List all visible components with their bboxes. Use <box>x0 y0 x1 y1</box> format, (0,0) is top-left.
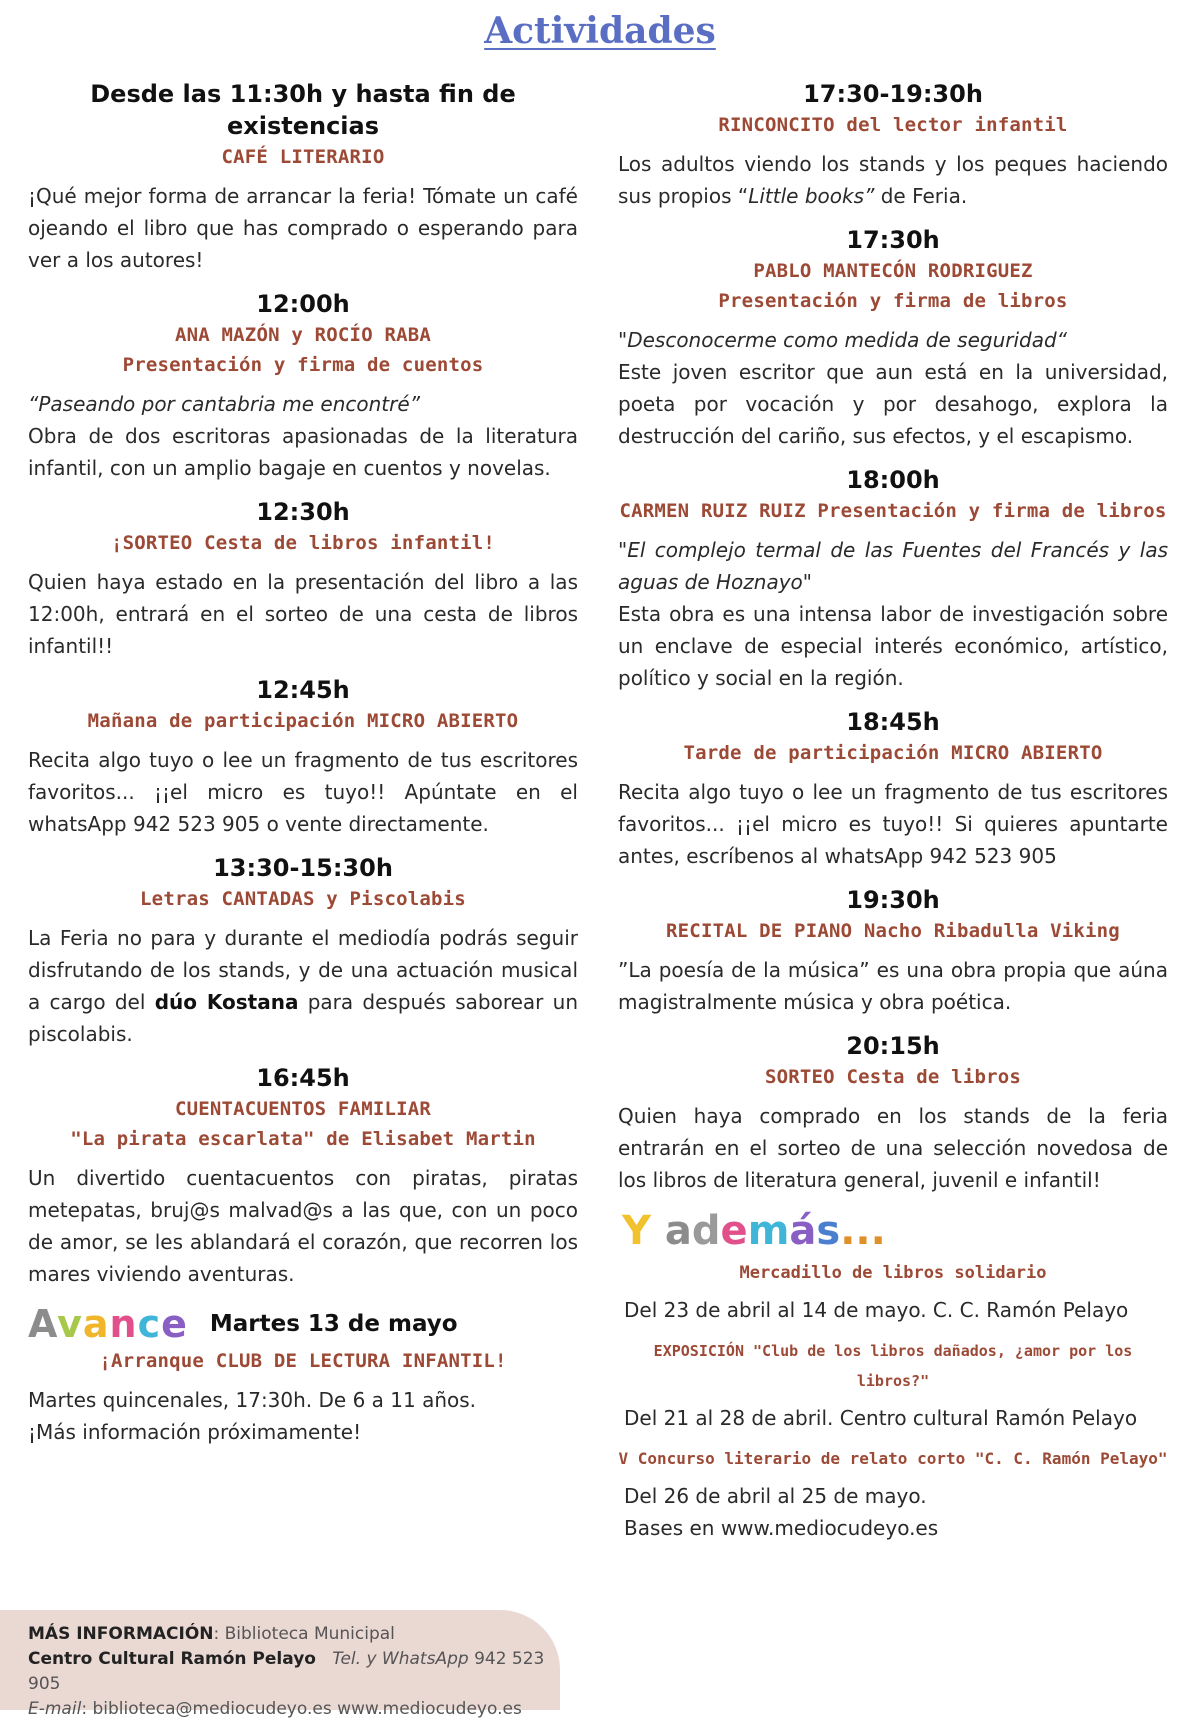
event-time: 12:00h <box>256 290 350 318</box>
event-carmen-ruiz <box>618 464 1168 694</box>
avance-letter: c <box>137 1302 162 1346</box>
avance-logo-text <box>28 1302 188 1346</box>
little-books: Little books” <box>748 184 875 208</box>
event-sorteo-cesta <box>618 1030 1168 1196</box>
ademas-section <box>618 1208 1168 1544</box>
event-letras-cantadas <box>28 852 578 1050</box>
ademas-letter: a <box>664 1208 692 1254</box>
left-column <box>28 78 578 1448</box>
event-heading: RINCONCITO del lector infantil <box>718 114 1068 136</box>
event-heading: RECITAL DE PIANO Nacho Ribadulla Viking <box>666 920 1120 942</box>
extra-line: Bases en www.mediocudeyo.es <box>624 1516 939 1540</box>
event-heading: CARMEN RUIZ RUIZ Presentación y firma de libros <box>619 500 1167 522</box>
avance-section <box>28 1302 578 1448</box>
event-heading: PABLO MANTECÓN RODRIGUEZ <box>753 260 1033 282</box>
event-description <box>618 534 1168 694</box>
info-line-2 <box>28 1647 560 1697</box>
extra-heading: EXPOSICIÓN "Club de los libros dañados, ¿amor por los libros?" <box>653 1342 1133 1390</box>
info-line-1 <box>28 1622 560 1647</box>
avance-letter: v <box>57 1302 83 1346</box>
event-time: 20:15h <box>846 1032 940 1060</box>
extra-heading: V Concurso literario de relato corto "C. C. Ramón Pelayo" <box>618 1449 1168 1468</box>
event-heading: ANA MAZÓN y ROCÍO RABA <box>174 324 432 346</box>
info-center: Centro Cultural Ramón Pelayo <box>28 1649 316 1669</box>
extra-text: Del 21 al 28 de abril. Centro cultural Ramón Pelayo <box>624 1406 1138 1430</box>
event-description: Quien haya comprado en los stands de la feria entrarán en el sorteo de una selección novedosa de los libros de literatura general, juvenil e infantil! <box>618 1104 1168 1192</box>
info-email: : biblioteca@mediocudeyo.es www.mediocudeyo.es <box>81 1699 522 1719</box>
info-label: MÁS INFORMACIÓN <box>28 1624 214 1644</box>
event-description <box>28 922 578 1050</box>
event-description: Un divertido cuentacuentos con piratas, piratas metepatas, bruj@s malvad@s a las que, con un poco de amor, se les ablandará el corazón, que recorren los mares viviendo aventuras. <box>28 1166 578 1286</box>
event-text: La Feria no para y durante el mediodía podrás seguir disfrutando de los stands, y de una actuación musical a cargo del <box>28 926 578 1014</box>
book-title-quote: “Paseando por cantabria me encontré” <box>28 392 421 416</box>
avance-letter: e <box>161 1302 188 1346</box>
avance-header <box>28 1302 578 1346</box>
event-time: 18:00h <box>846 466 940 494</box>
event-time: 17:30h <box>846 226 940 254</box>
event-heading: CUENTACUENTOS FAMILIAR <box>174 1098 432 1120</box>
event-text-end: para después saborear un piscolabis. <box>28 990 579 1046</box>
event-time: 16:45h <box>256 1064 350 1092</box>
event-time: 12:45h <box>256 676 350 704</box>
extra-heading: Mercadillo de libros solidario <box>739 1263 1047 1283</box>
event-description: Recita algo tuyo o lee un fragmento de tus escritores favoritos... ¡¡el micro es tuyo!! Si quieres apuntarte antes, escríbenos al whatsApp 942 523 905 <box>618 780 1168 868</box>
event-ana-mazon <box>28 288 578 484</box>
band-name: dúo Kostana <box>154 990 299 1014</box>
event-subheading: Presentación y firma de libros <box>718 290 1068 312</box>
page-title: Actividades <box>484 10 716 52</box>
event-heading: Letras CANTADAS y Piscolabis <box>140 888 466 910</box>
avance-date: Martes 13 de mayo <box>209 1311 458 1337</box>
event-time: 19:30h <box>846 886 940 914</box>
info-tel: 942 523 905 <box>28 1649 545 1694</box>
avance-line: Martes quincenales, 17:30h. De 6 a 11 años. <box>28 1388 477 1412</box>
event-text: Obra de dos escritoras apasionadas de la literatura infantil, con un amplio bagaje en cuentos y novelas. <box>28 424 578 480</box>
event-recital-piano <box>618 884 1168 1018</box>
ademas-letter: e <box>720 1208 748 1254</box>
event-cafe-literario <box>28 78 578 276</box>
event-description: ”La poesía de la música” es una obra propia que aúna magistralmente música y obra poética. <box>618 958 1168 1014</box>
ademas-letter: á <box>789 1208 817 1254</box>
event-description: Recita algo tuyo o lee un fragmento de tus escritores favoritos... ¡¡el micro es tuyo!! Apúntate en el whatsApp 942 523 905 o vente directamente. <box>28 748 578 836</box>
event-text: Este joven escritor que aun está en la universidad, poeta por vocación y por desahogo, explora la destrucción del cariño, sus efectos, y el escapismo. <box>618 360 1168 448</box>
event-heading: Tarde de participación MICRO ABIERTO <box>683 742 1103 764</box>
event-description <box>28 388 578 484</box>
event-heading: ¡SORTEO Cesta de libros infantil! <box>110 532 496 554</box>
event-time: 12:30h <box>256 498 350 526</box>
event-pablo-mantecon <box>618 224 1168 452</box>
event-description <box>618 148 1168 212</box>
event-heading: CAFÉ LITERARIO <box>221 146 385 168</box>
event-rinconcito <box>618 78 1168 212</box>
book-title-quote: "Desconocerme como medida de seguridad“ <box>618 328 1068 352</box>
event-description <box>618 324 1168 452</box>
event-heading: SORTEO Cesta de libros <box>764 1066 1022 1088</box>
info-line-3 <box>28 1697 560 1722</box>
event-text: Esta obra es una intensa labor de investigación sobre un enclave de especial interés económico, artístico, político y social en la región. <box>618 602 1168 690</box>
event-description: ¡Qué mejor forma de arrancar la feria! Tómate un café ojeando el libro que has comprado o esperando para ver a los autores! <box>28 184 578 272</box>
ademas-letter: s <box>816 1208 841 1254</box>
avance-letter: a <box>82 1302 110 1346</box>
info-email-label: E-mail <box>28 1699 82 1719</box>
avance-description <box>28 1384 578 1448</box>
event-subheading: Presentación y firma de cuentos <box>122 354 484 376</box>
info-tel-label: Tel. y WhatsApp <box>332 1649 469 1669</box>
extra-text: Del 23 de abril al 14 de mayo. C. C. Ramón Pelayo <box>624 1298 1129 1322</box>
book-title-quote: "El complejo termal de las Fuentes del Francés y las aguas de Hoznayo" <box>618 538 1168 594</box>
info-place: : Biblioteca Municipal <box>213 1624 395 1644</box>
event-sorteo-infantil <box>28 496 578 662</box>
event-text: Los adultos viendo los stands y los peques haciendo sus propios “ <box>618 152 1168 208</box>
avance-letter: n <box>109 1302 138 1346</box>
event-micro-abierto-tarde <box>618 706 1168 872</box>
avance-heading: ¡Arranque CLUB DE LECTURA INFANTIL! <box>99 1350 507 1372</box>
ademas-letter: m <box>747 1208 790 1254</box>
avance-letter: A <box>28 1302 58 1346</box>
extra-line: Del 26 de abril al 25 de mayo. <box>624 1484 927 1508</box>
event-time: 13:30-15:30h <box>213 854 393 882</box>
info-box <box>0 1610 560 1719</box>
event-cuentacuentos <box>28 1062 578 1290</box>
event-text-end: de Feria. <box>874 184 968 208</box>
ademas-logo-text <box>622 1208 1168 1254</box>
ademas-letter: ... <box>840 1208 886 1254</box>
event-time: 18:45h <box>846 708 940 736</box>
event-heading: Mañana de participación MICRO ABIERTO <box>87 710 519 732</box>
ademas-letter: Y <box>622 1208 651 1254</box>
event-time: 17:30-19:30h <box>803 80 983 108</box>
event-description: Quien haya estado en la presentación del libro a las 12:00h, entrará en el sorteo de una cesta de libros infantil!! <box>28 570 578 658</box>
event-time: Desde las 11:30h y hasta fin de existencias <box>90 80 516 140</box>
extra-text <box>624 1480 1168 1544</box>
event-micro-abierto-manana <box>28 674 578 840</box>
right-column <box>618 78 1168 1544</box>
avance-line: ¡Más información próximamente! <box>28 1420 362 1444</box>
event-subheading: "La pirata escarlata" de Elisabet Martin <box>70 1128 536 1150</box>
ademas-letter: d <box>691 1208 721 1254</box>
